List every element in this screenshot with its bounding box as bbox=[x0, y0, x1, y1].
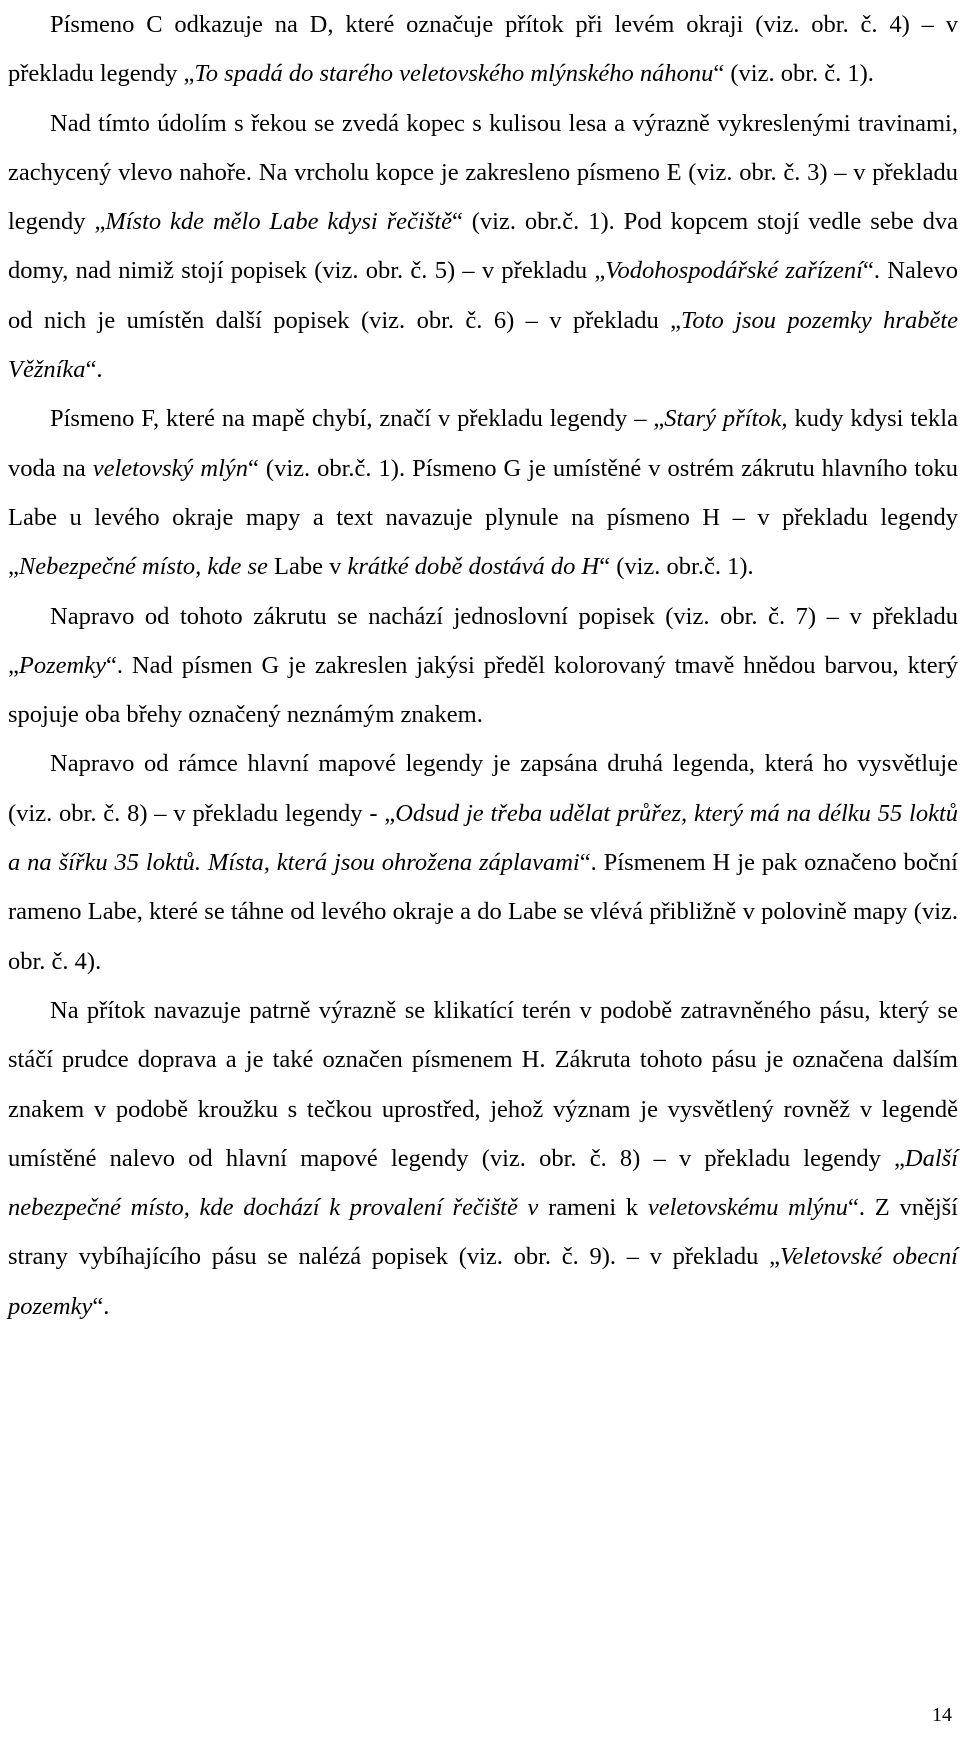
paragraph-text: “. Písmenem H je pak označeno boční rameno Labe, které se táhne od levého okraje a do Labe se vlévá přibližně v polovině mapy (viz. obr. č. 4). bbox=[8, 849, 958, 975]
paragraph-text: Napravo od tohoto zákrutu se nachází jednoslovní popisek (viz. obr. č. 7) – v překladu „ bbox=[8, 602, 958, 679]
paragraph bbox=[8, 739, 958, 985]
document-page bbox=[8, 0, 958, 1748]
paragraph-text: Labe v bbox=[267, 553, 348, 581]
paragraph bbox=[8, 986, 958, 1331]
italic-quote-text: Další nebezpečné místo, kde dochází k provalení řečiště v bbox=[8, 1144, 958, 1222]
italic-quote-text: veletovskému mlýnu bbox=[647, 1194, 849, 1222]
italic-quote-text: Místo kde mělo Labe kdysi řečiště bbox=[105, 208, 452, 236]
paragraph-text: Na přítok navazuje patrně výrazně se klikatící terén v podobě zatravněného pásu, který se stáčí prudce doprava a je také označen písmenem H. Zákruta tohoto pásu je označena dalším znakem v podobě kroužku s tečkou uprostřed, jehož význam je vysvětlený rovněž v legendě umístěné nalevo od hlavní mapové legendy (viz. obr. č. 8) – v překladu legendy „ bbox=[8, 996, 958, 1172]
italic-quote-text: Vodohospodářské zařízení bbox=[605, 257, 863, 285]
paragraph-text: “. bbox=[92, 1292, 110, 1320]
italic-quote-text: veletovský mlýn bbox=[92, 454, 249, 482]
paragraph-text: “. Nad písmen G je zakreslen jakýsi předěl kolorovaný tmavě hnědou barvou, který spojuje oba břehy označený neznámým znakem. bbox=[8, 651, 958, 729]
paragraph-text: “ (viz. obr.č. 1). Pod kopcem stojí vedle sebe dva domy, nad nimiž stojí popisek (viz. obr. č. 5) – v překladu „ bbox=[8, 208, 959, 285]
italic-quote-text: krátké době dostává do H bbox=[347, 553, 600, 581]
paragraph-text: “. Z vnější strany vybíhajícího pásu se nalézá popisek (viz. obr. č. 9). – v překladu „ bbox=[8, 1194, 958, 1271]
paragraph bbox=[8, 99, 958, 395]
body-text bbox=[8, 0, 958, 1331]
paragraph-text: Nad tímto údolím s řekou se zvedá kopec s kulisou lesa a výrazně vykreslenými travinami, zachycený vlevo nahoře. Na vrcholu kopce je zakresleno písmeno E (viz. obr. č. 3) – v překladu legendy „ bbox=[8, 109, 958, 236]
paragraph bbox=[8, 592, 958, 740]
paragraph-text: “ (viz. obr.č. 1). bbox=[599, 553, 754, 581]
italic-quote-text: Nebezpečné místo, kde se bbox=[18, 553, 268, 581]
paragraph-text: Napravo od rámce hlavní mapové legendy je zapsána druhá legenda, která ho vysvětluje (viz. obr. č. 8) – v překladu legendy - „ bbox=[8, 750, 958, 827]
paragraph-text: Písmeno F, které na mapě chybí, značí v překladu legendy – „ bbox=[50, 405, 665, 433]
italic-quote-text: To spadá do starého veletovského mlýnského náhonu bbox=[194, 60, 714, 88]
italic-quote-text: Pozemky bbox=[18, 651, 106, 679]
paragraph-text: kudy kdysi tekla voda na bbox=[8, 405, 958, 482]
paragraph-text: Písmeno C odkazuje na D, které označuje přítok při levém okraji (viz. obr. č. 4) – v překladu legendy „ bbox=[8, 11, 958, 88]
paragraph-text: rameni k bbox=[538, 1194, 648, 1222]
page-number: 14 bbox=[932, 1704, 952, 1726]
italic-quote-text: Toto jsou pozemky hraběte Věžníka bbox=[8, 306, 959, 384]
italic-quote-text: Starý přítok, bbox=[664, 405, 788, 433]
paragraph-text: “ (viz. obr.č. 1). Písmeno G je umístěné v ostrém zákrutu hlavního toku Labe u levého okraje mapy a text navazuje plynule na písmeno H – v překladu legendy „ bbox=[8, 454, 958, 581]
paragraph bbox=[8, 394, 958, 591]
paragraph bbox=[8, 0, 958, 99]
paragraph-text: “. bbox=[85, 356, 103, 384]
italic-quote-text: Veletovské obecní pozemky bbox=[8, 1243, 958, 1320]
paragraph-text: “ (viz. obr. č. 1). bbox=[713, 60, 874, 88]
paragraph-text: “. Nalevo od nich je umístěn další popisek (viz. obr. č. 6) – v překladu „ bbox=[8, 257, 958, 334]
italic-quote-text: Odsud je třeba udělat průřez, který má na délku 55 loktů a na šířku 35 loktů. Místa, která jsou ohrožena záplavami bbox=[8, 799, 958, 877]
